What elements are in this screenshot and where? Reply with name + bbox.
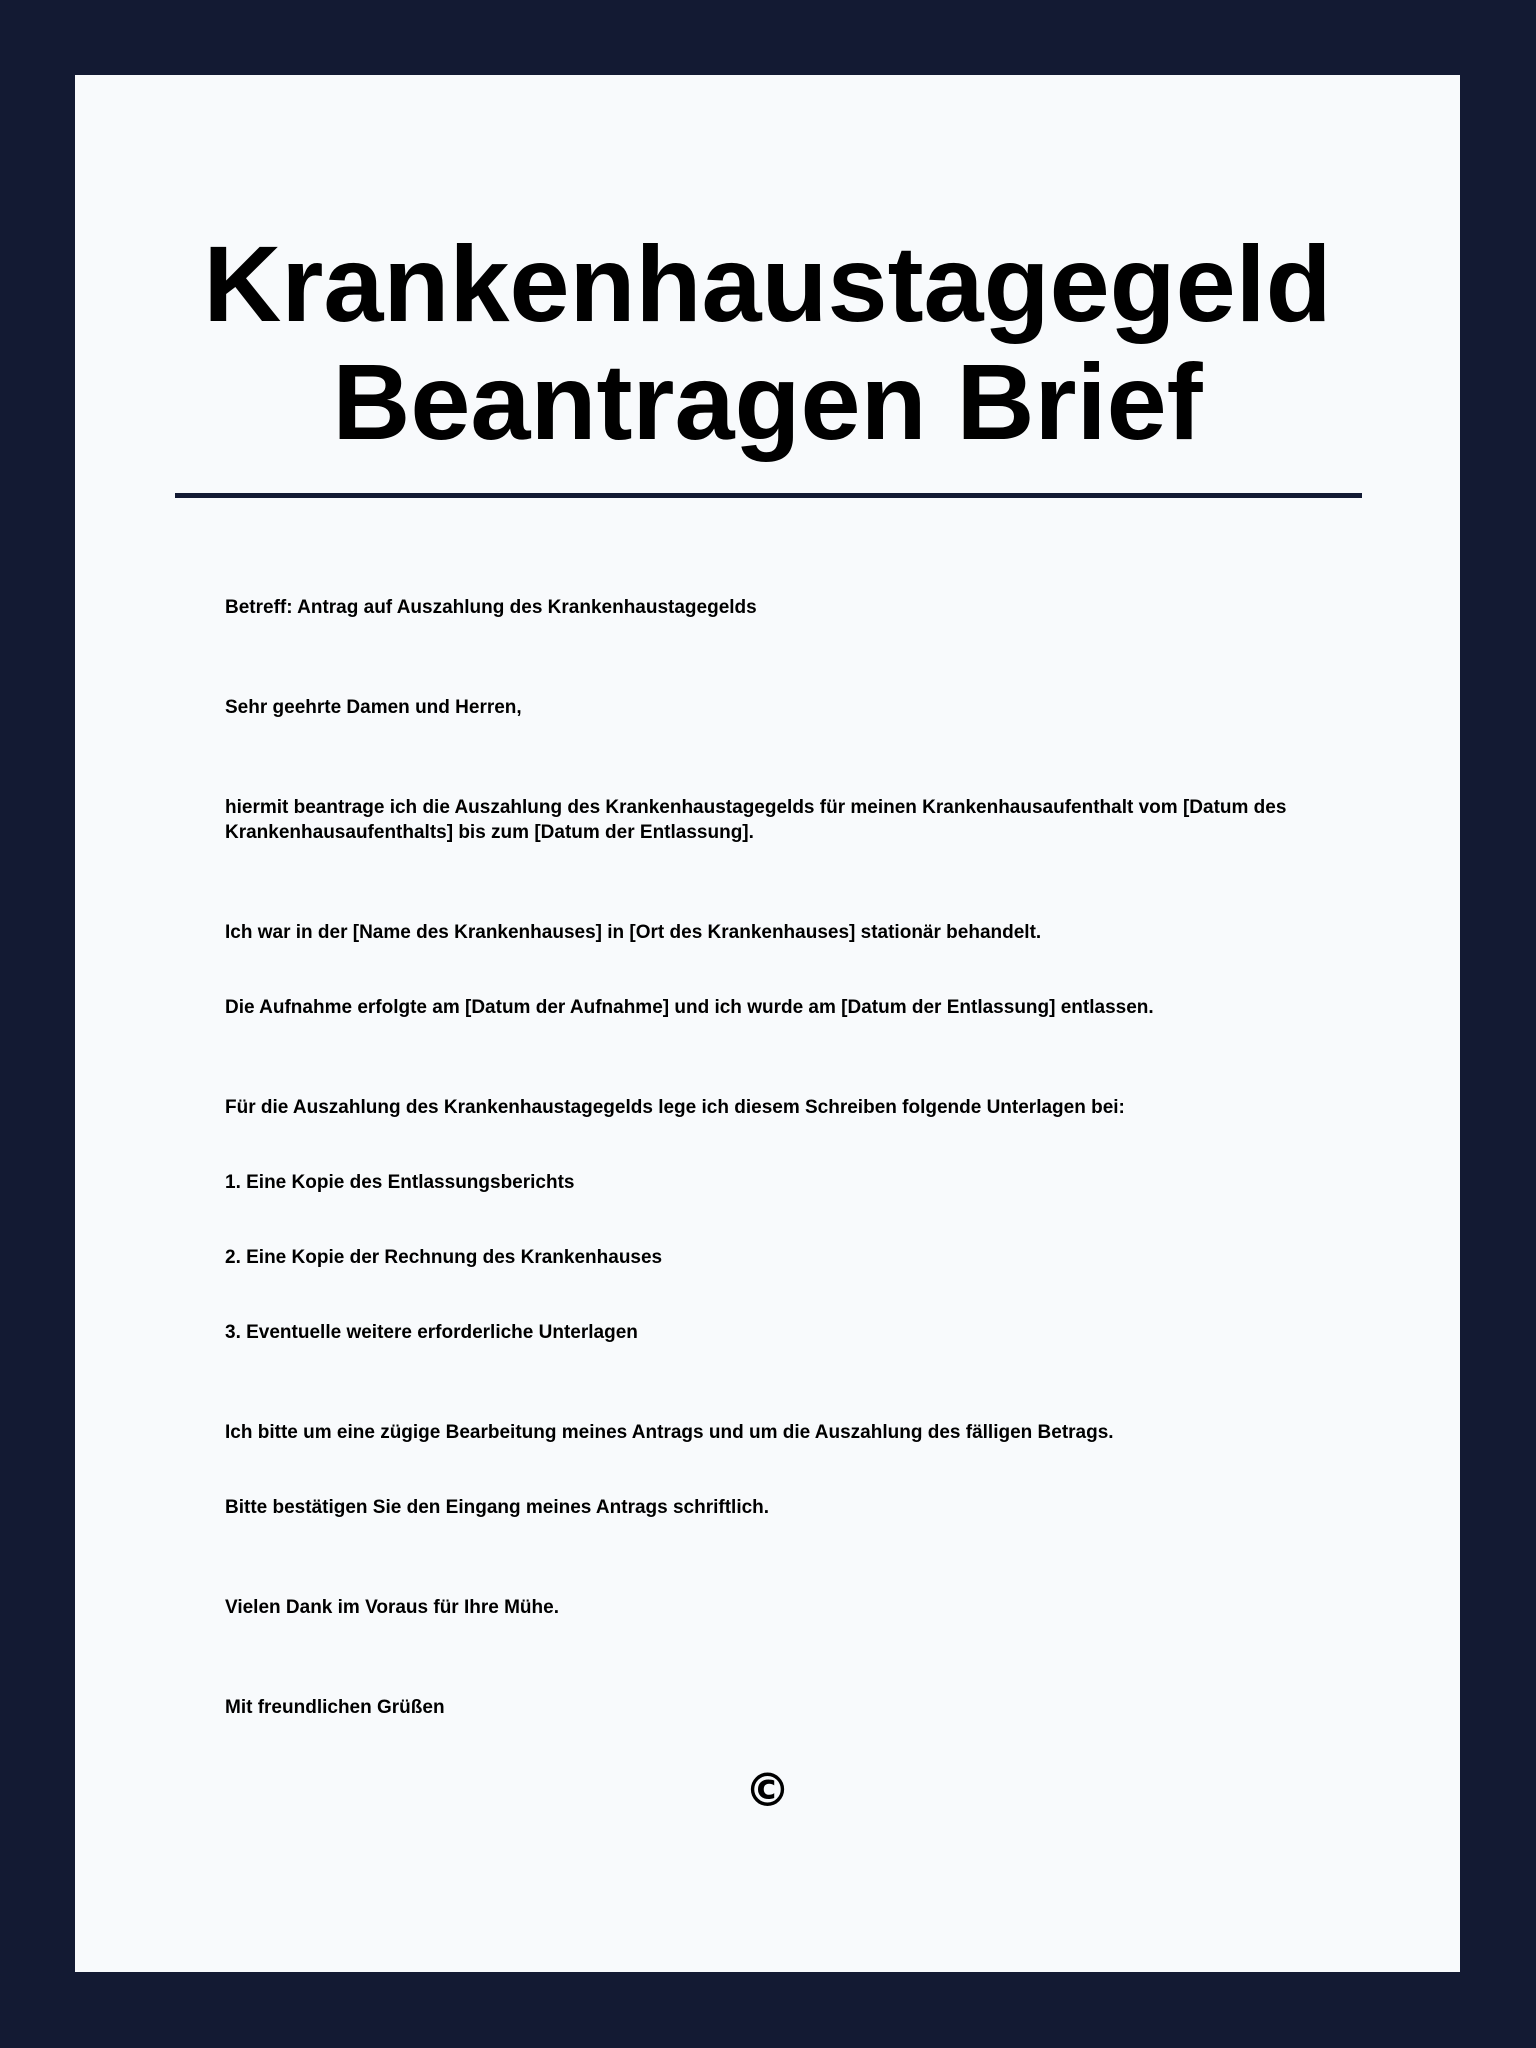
- title-line-2: Beantragen Brief: [332, 341, 1203, 462]
- page-title: [75, 225, 1460, 461]
- closing-paragraph-2: Bitte bestätigen Sie den Eingang meines Antrags schriftlich.: [225, 1497, 770, 1518]
- subject-line: Betreff: Antrag auf Auszahlung des Krankenhaustagegelds: [225, 597, 757, 618]
- closing-paragraph-3: Vielen Dank im Voraus für Ihre Mühe.: [225, 1597, 559, 1618]
- paragraph-2: Ich war in der [Name des Krankenhauses] in [Ort des Krankenhauses] stationär behandelt.: [225, 922, 1042, 943]
- list-item: 1. Eine Kopie des Entlassungsberichts: [225, 1172, 575, 1193]
- title-line-1: Krankenhaustagegeld: [203, 223, 1332, 344]
- list-item: 2. Eine Kopie der Rechnung des Krankenhauses: [225, 1247, 663, 1268]
- list-item: 3. Eventuelle weitere erforderliche Unterlagen: [225, 1322, 638, 1343]
- signoff: Mit freundlichen Grüßen: [225, 1697, 445, 1718]
- salutation: Sehr geehrte Damen und Herren,: [225, 697, 522, 718]
- paragraph-3: Die Aufnahme erfolgte am [Datum der Aufnahme] und ich wurde am [Datum der Entlassung] entlassen.: [225, 997, 1154, 1018]
- paragraph-1: hiermit beantrage ich die Auszahlung des Krankenhaustagegelds für meinen Krankenhausaufenthalt vom [Datum des Krankenhausaufenthalts] bis zum [Datum der Entlassung].: [225, 797, 1287, 843]
- copyright-icon: ©: [744, 1763, 791, 1817]
- letter-page: [75, 75, 1460, 1972]
- title-divider: [175, 493, 1362, 498]
- closing-paragraph-1: Ich bitte um eine zügige Bearbeitung meines Antrags und um die Auszahlung des fälligen Betrags.: [225, 1422, 1114, 1443]
- paragraph-4: Für die Auszahlung des Krankenhaustagegelds lege ich diesem Schreiben folgende Unterlagen bei:: [225, 1097, 1125, 1118]
